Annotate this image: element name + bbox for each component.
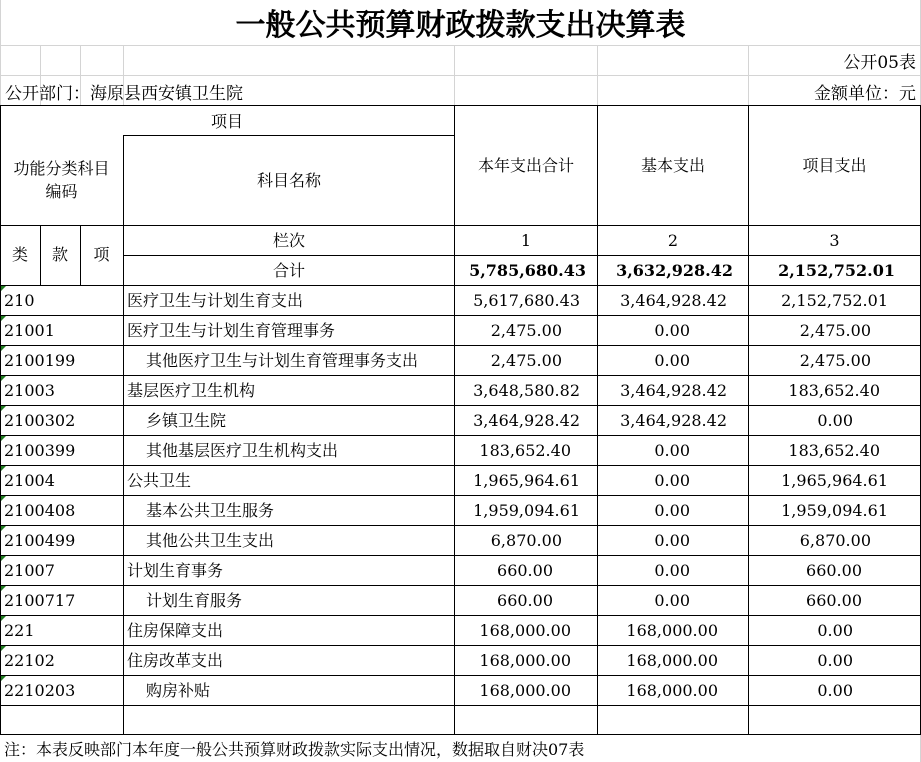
row-basic: 0.00 [654, 591, 690, 610]
row-code: 22102 [4, 651, 55, 670]
row-name: 其他基层医疗卫生机构支出 [146, 441, 339, 460]
row-basic: 0.00 [654, 441, 690, 460]
row-project: 660.00 [806, 591, 862, 610]
row-total: 2,475.00 [490, 351, 562, 370]
row-name: 计划生育事务 [127, 561, 224, 580]
row-project: 1,965,964.61 [781, 471, 888, 490]
row-code: 2100717 [4, 591, 76, 610]
total-project: 2,152,752.01 [778, 261, 895, 280]
row-name: 计划生育服务 [146, 591, 243, 610]
row-project: 660.00 [806, 561, 862, 580]
column-number-2: 2 [667, 231, 679, 250]
row-total: 168,000.00 [479, 651, 571, 670]
row-code: 21001 [4, 321, 55, 340]
row-basic: 3,464,928.42 [620, 411, 727, 430]
row-project: 2,152,752.01 [781, 291, 888, 310]
row-total: 3,464,928.42 [473, 411, 580, 430]
row-name: 公共卫生 [127, 471, 192, 490]
header-func-code-line1: 功能分类科目 [13, 159, 110, 178]
row-code: 221 [4, 621, 35, 640]
row-name: 其他公共卫生支出 [146, 531, 275, 550]
row-code: 2100408 [4, 501, 76, 520]
row-code: 21004 [4, 471, 55, 490]
row-total: 1,965,964.61 [473, 471, 580, 490]
row-project: 0.00 [817, 621, 853, 640]
row-name: 医疗卫生与计划生育支出 [127, 291, 304, 310]
row-project: 0.00 [817, 681, 853, 700]
header-col-project: 项目支出 [802, 156, 867, 175]
row-code: 21003 [4, 381, 55, 400]
row-project: 1,959,094.61 [781, 501, 888, 520]
header-item: 项目 [210, 112, 243, 131]
form-code: 公开05表 [843, 53, 916, 73]
row-total: 660.00 [497, 561, 553, 580]
header-col-total: 本年支出合计 [477, 156, 574, 175]
total-basic: 3,632,928.42 [616, 261, 733, 280]
footnote: 注：本表反映部门本年度一般公共预算财政拨款实际支出情况，数据取自财决07表 [4, 740, 585, 759]
row-name: 医疗卫生与计划生育管理事务 [127, 321, 336, 340]
row-code: 2100499 [4, 531, 76, 550]
department-label: 公开部门：海原县西安镇卫生院 [5, 84, 243, 104]
row-name: 住房改革支出 [127, 651, 224, 670]
header-kuan: 款 [51, 245, 68, 264]
row-code: 210 [4, 291, 35, 310]
row-code: 2210203 [4, 681, 76, 700]
row-project: 0.00 [817, 651, 853, 670]
row-total: 3,648,580.82 [473, 381, 580, 400]
row-basic: 0.00 [654, 321, 690, 340]
total-amount: 5,785,680.43 [469, 261, 586, 280]
row-project: 2,475.00 [799, 351, 871, 370]
row-name: 住房保障支出 [127, 621, 224, 640]
row-basic: 168,000.00 [626, 651, 718, 670]
row-basic: 3,464,928.42 [620, 291, 727, 310]
row-basic: 3,464,928.42 [620, 381, 727, 400]
row-name: 购房补贴 [146, 681, 211, 700]
row-total: 168,000.00 [479, 621, 571, 640]
row-basic: 168,000.00 [626, 681, 718, 700]
row-total: 2,475.00 [490, 321, 562, 340]
row-code: 2100399 [4, 441, 76, 460]
row-total: 183,652.40 [479, 441, 571, 460]
column-number-1: 1 [520, 231, 532, 250]
row-basic: 0.00 [654, 471, 690, 490]
header-func-code-line2: 编码 [45, 182, 78, 201]
row-total: 1,959,094.61 [473, 501, 580, 520]
row-project: 6,870.00 [799, 531, 871, 550]
row-name: 乡镇卫生院 [146, 411, 227, 430]
row-basic: 0.00 [654, 501, 690, 520]
row-project: 0.00 [817, 411, 853, 430]
header-col-basic: 基本支出 [640, 156, 705, 175]
row-total: 5,617,680.43 [473, 291, 580, 310]
row-project: 183,652.40 [788, 381, 880, 400]
row-basic: 0.00 [654, 531, 690, 550]
row-code: 21007 [4, 561, 55, 580]
row-basic: 0.00 [654, 561, 690, 580]
row-basic: 168,000.00 [626, 621, 718, 640]
row-name: 基层医疗卫生机构 [127, 381, 256, 400]
header-subject-name: 科目名称 [256, 171, 321, 190]
row-code: 2100199 [4, 351, 76, 370]
row-code: 2100302 [4, 411, 76, 430]
page-title: 一般公共预算财政拨款支出决算表 [235, 8, 686, 43]
row-project: 183,652.40 [788, 441, 880, 460]
row-number-label: 栏次 [272, 231, 305, 250]
header-xiang: 项 [93, 245, 110, 264]
row-name: 基本公共卫生服务 [146, 501, 275, 520]
row-total: 660.00 [497, 591, 553, 610]
unit-label: 金额单位：元 [814, 84, 916, 104]
header-lei: 类 [11, 245, 28, 264]
row-total: 6,870.00 [490, 531, 562, 550]
row-project: 2,475.00 [799, 321, 871, 340]
row-total: 168,000.00 [479, 681, 571, 700]
row-name: 其他医疗卫生与计划生育管理事务支出 [146, 351, 419, 370]
row-basic: 0.00 [654, 351, 690, 370]
total-label: 合计 [272, 261, 305, 280]
column-number-3: 3 [829, 231, 840, 250]
